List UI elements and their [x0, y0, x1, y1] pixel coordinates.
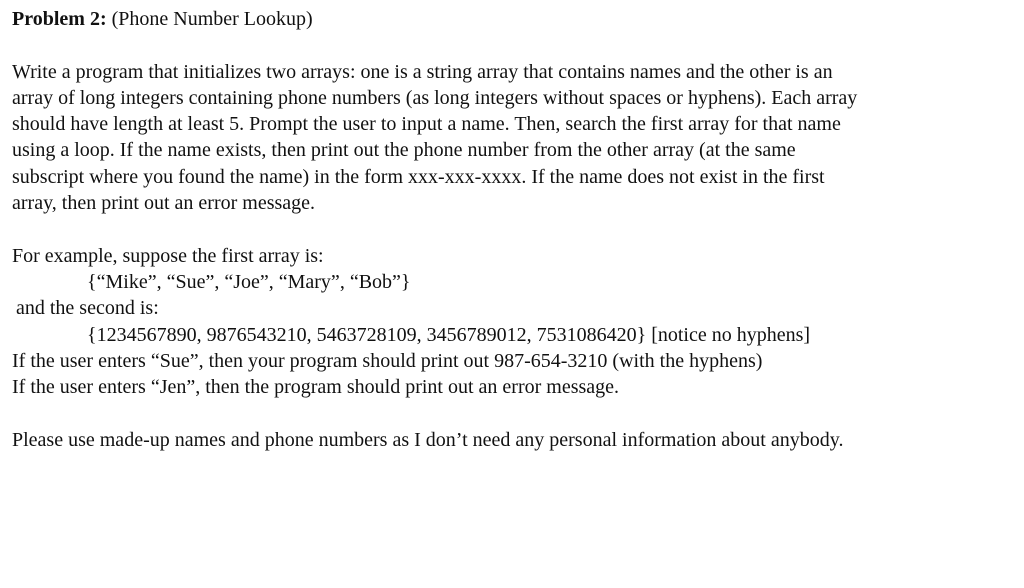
paragraph-line: Write a program that initializes two arrays: one is a string array that contains names and the other is an — [12, 60, 833, 83]
paragraph-line: should have length at least 5. Prompt the user to input a name. Then, search the first array for that name — [12, 113, 841, 136]
second-array-intro: and the second is: — [16, 297, 159, 320]
paragraph-line: array, then print out an error message. — [12, 192, 316, 215]
spacer — [12, 216, 1012, 242]
closing-note: Please use made-up names and phone numbers as I don’t need any personal information about anybody. — [12, 428, 844, 451]
paragraph-line: array of long integers containing phone numbers (as long integers without spaces or hyphens). Each array — [12, 86, 858, 109]
paragraph-line: subscript where you found the name) in the form xxx-xxx-xxxx. If the name does not exist in the first — [12, 165, 825, 188]
example-intro: For example, suppose the first array is: — [12, 244, 324, 267]
example-case-jen: If the user enters “Jen”, then the program should print out an error message. — [12, 376, 620, 399]
example-section — [12, 243, 1012, 401]
problem-heading — [12, 6, 1012, 32]
problem-title: (Phone Number Lookup) — [106, 8, 313, 30]
first-array-example: {“Mike”, “Sue”, “Joe”, “Mary”, “Bob”} — [87, 270, 411, 293]
spacer — [12, 400, 1012, 426]
instructions-paragraph — [12, 59, 1012, 217]
problem-label: Problem 2: — [12, 8, 107, 30]
paragraph-line: using a loop. If the name exists, then print out the phone number from the other array (at the same — [12, 139, 796, 162]
second-array-example: {1234567890, 9876543210, 5463728109, 3456789012, 7531086420} [notice no hyphens] — [87, 323, 811, 346]
spacer — [12, 32, 1012, 58]
example-case-sue: If the user enters “Sue”, then your program should print out 987-654-3210 (with the hyphens) — [12, 349, 763, 372]
document — [12, 6, 1012, 453]
